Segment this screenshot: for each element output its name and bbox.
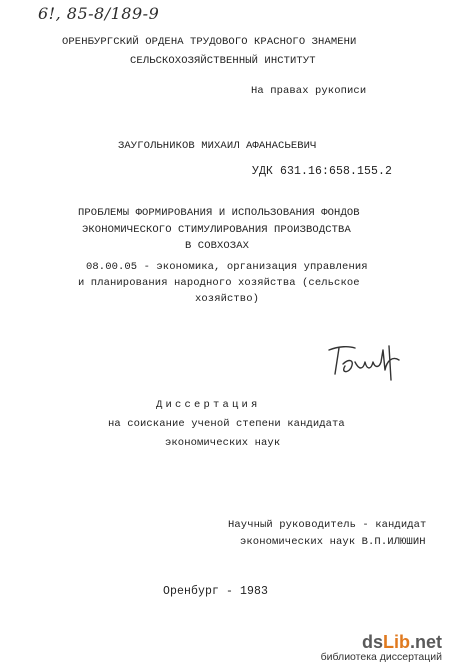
advisor-line-1: Научный руководитель - кандидат xyxy=(228,519,427,531)
title-line-2: ЭКОНОМИЧЕСКОГО СТИМУЛИРОВАНИЯ ПРОИЗВОДСТВА xyxy=(82,224,351,236)
specialty-line-2: и планирования народного хозяйства (сельское xyxy=(78,277,360,289)
title-line-1: ПРОБЛЕМЫ ФОРМИРОВАНИЯ И ИСПОЛЬЗОВАНИЯ ФОНДОВ xyxy=(78,207,360,219)
institution-line-1: ОРЕНБУРГСКИЙ ОРДЕНА ТРУДОВОГО КРАСНОГО ЗНАМЕНИ xyxy=(62,36,357,48)
institution-line-2: СЕЛЬСКОХОЗЯЙСТВЕННЫЙ ИНСТИТУТ xyxy=(130,55,316,67)
dslib-watermark xyxy=(321,633,442,664)
handwritten-catalog-number: 6!, 85-8/189-9 xyxy=(38,4,160,23)
udc-code: УДК 631.16:658.155.2 xyxy=(252,165,393,178)
rights-note: На правах рукописи xyxy=(251,85,367,97)
title-line-3: В СОВХОЗАХ xyxy=(185,240,250,252)
handwritten-signature xyxy=(325,340,405,382)
specialty-line-3: хозяйство) xyxy=(195,293,260,305)
author-name: ЗАУГОЛЬНИКОВ МИХАИЛ АФАНАСЬЕВИЧ xyxy=(118,140,317,152)
dslib-logo: dsLib.net xyxy=(361,632,442,652)
advisor-line-2: экономических наук В.П.ИЛЮШИН xyxy=(240,536,426,548)
degree-line-1: на соискание ученой степени кандидата xyxy=(108,418,345,430)
specialty-line-1: 08.00.05 - экономика, организация управления xyxy=(86,261,368,273)
document-type: Диссертация xyxy=(156,399,261,411)
watermark-subtitle: библиотека диссертаций xyxy=(320,651,442,663)
place-and-year: Оренбург - 1983 xyxy=(163,585,269,598)
degree-line-2: экономических наук xyxy=(165,437,281,449)
